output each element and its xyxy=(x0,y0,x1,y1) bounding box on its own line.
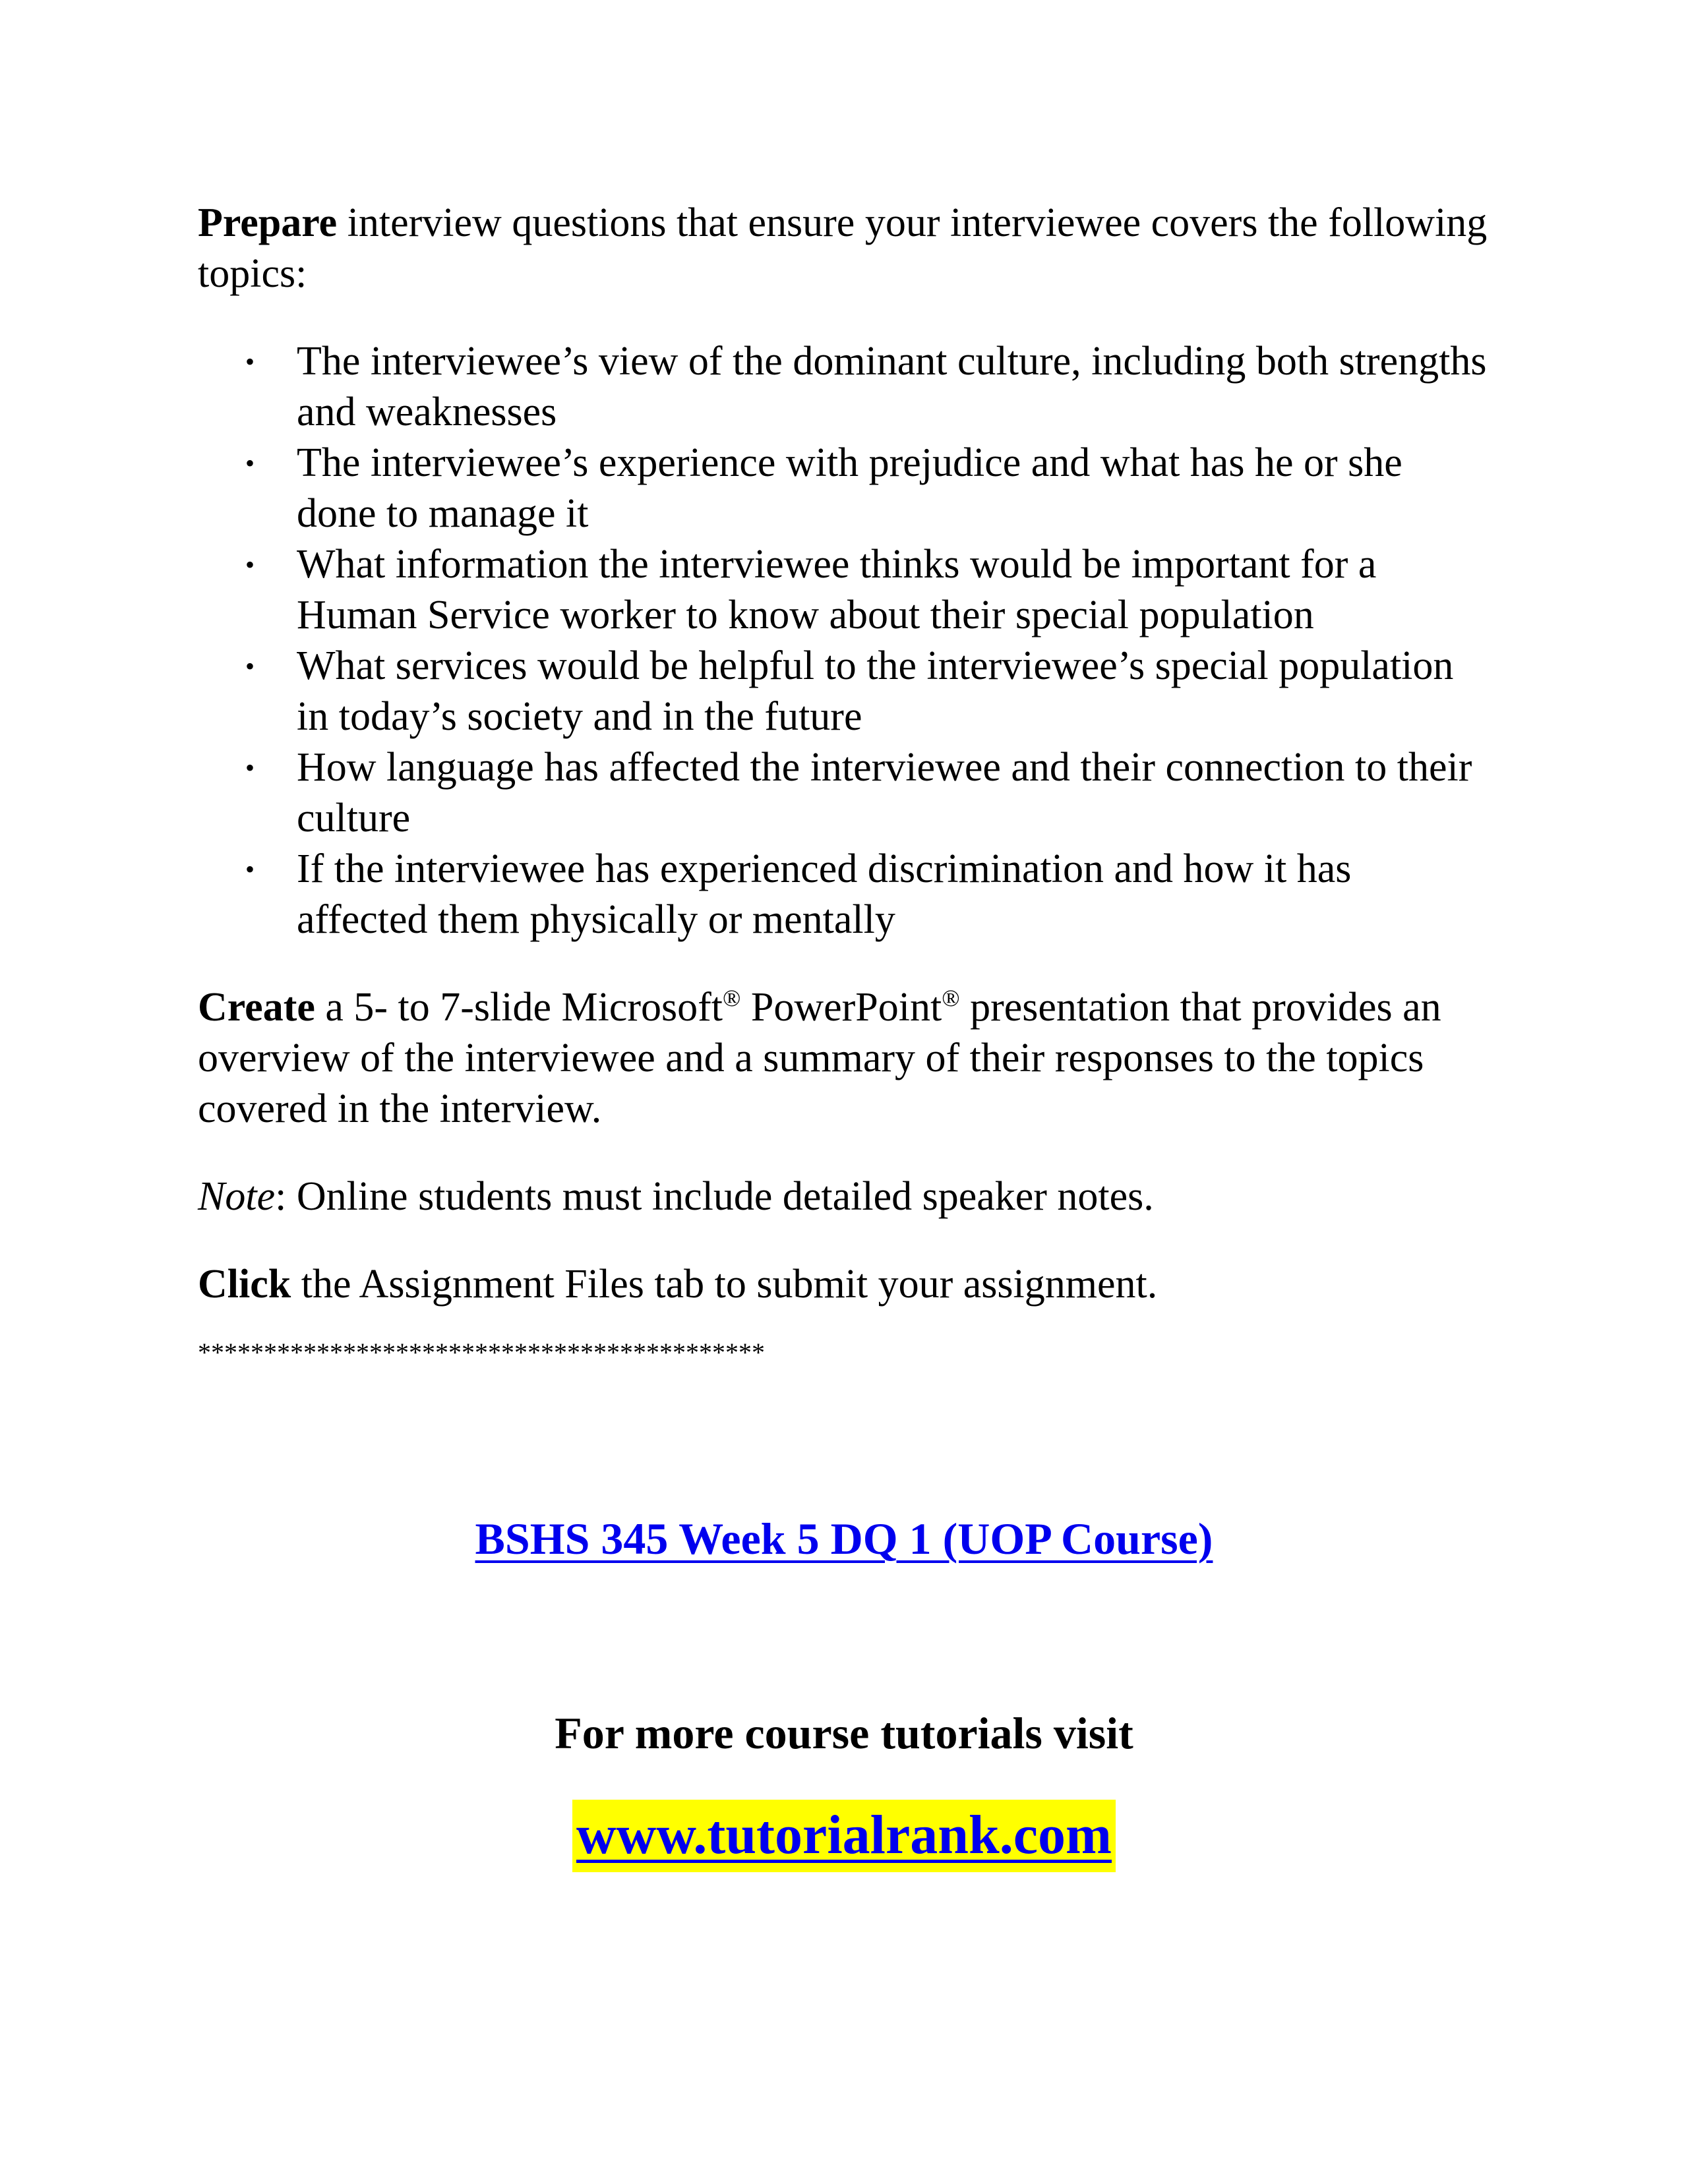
list-item xyxy=(198,641,1490,742)
topics-list xyxy=(198,336,1490,945)
click-text: the Assignment Files tab to submit your assignment. xyxy=(291,1262,1158,1307)
list-item-text: What information the interviewee thinks would be important for a Human Service worker to know about their special population xyxy=(297,542,1377,637)
click-paragraph xyxy=(198,1259,1490,1310)
site-link-wrapper xyxy=(0,1800,1688,1872)
document-body xyxy=(198,198,1490,1369)
list-item xyxy=(198,336,1490,438)
bullet-icon: • xyxy=(245,854,255,884)
intro-paragraph xyxy=(198,198,1490,299)
site-link[interactable]: www.tutorialrank.com xyxy=(572,1800,1116,1872)
create-paragraph xyxy=(198,982,1490,1135)
list-item-text: The interviewee’s experience with prejudice and what has he or she done to manage it xyxy=(297,440,1402,536)
list-item-text: If the interviewee has experienced discrimination and how it has affected them physically or mentally xyxy=(297,846,1352,942)
list-item xyxy=(198,539,1490,641)
create-text-3: presentation that provides an overview of the interviewee and a summary of their responses to the topics covered in the interview. xyxy=(198,985,1441,1131)
note-lead: Note xyxy=(198,1174,276,1219)
create-lead: Create xyxy=(198,985,315,1030)
create-text-1: a 5- to 7-slide Microsoft xyxy=(315,985,723,1030)
registered-mark: ® xyxy=(723,985,741,1011)
intro-lead: Prepare xyxy=(198,200,338,245)
visit-heading: For more course tutorials visit xyxy=(555,1708,1133,1758)
separator: ******************************************* xyxy=(198,1338,765,1367)
list-item-text: What services would be helpful to the interviewee’s special population in today’s society and in the future xyxy=(297,643,1454,739)
bullet-icon: • xyxy=(245,550,255,579)
note-text: : Online students must include detailed speaker notes. xyxy=(275,1174,1154,1219)
list-item-text: How language has affected the interviewee and their connection to their culture xyxy=(297,745,1472,841)
note-paragraph xyxy=(198,1171,1490,1222)
bullet-icon: • xyxy=(245,651,255,681)
bullet-icon: • xyxy=(245,753,255,782)
intro-text: interview questions that ensure your interviewee covers the following topics: xyxy=(198,200,1488,296)
create-text-2: PowerPoint xyxy=(740,985,942,1030)
list-item xyxy=(198,844,1490,945)
bullet-icon: • xyxy=(245,347,255,376)
list-item xyxy=(198,742,1490,844)
bullet-icon: • xyxy=(245,448,255,478)
registered-mark: ® xyxy=(942,985,960,1011)
list-item xyxy=(198,438,1490,539)
click-lead: Click xyxy=(198,1262,291,1307)
list-item-text: The interviewee’s view of the dominant culture, including both strengths and weaknesses xyxy=(297,339,1487,434)
course-link[interactable]: BSHS 345 Week 5 DQ 1 (UOP Course) xyxy=(475,1514,1213,1564)
